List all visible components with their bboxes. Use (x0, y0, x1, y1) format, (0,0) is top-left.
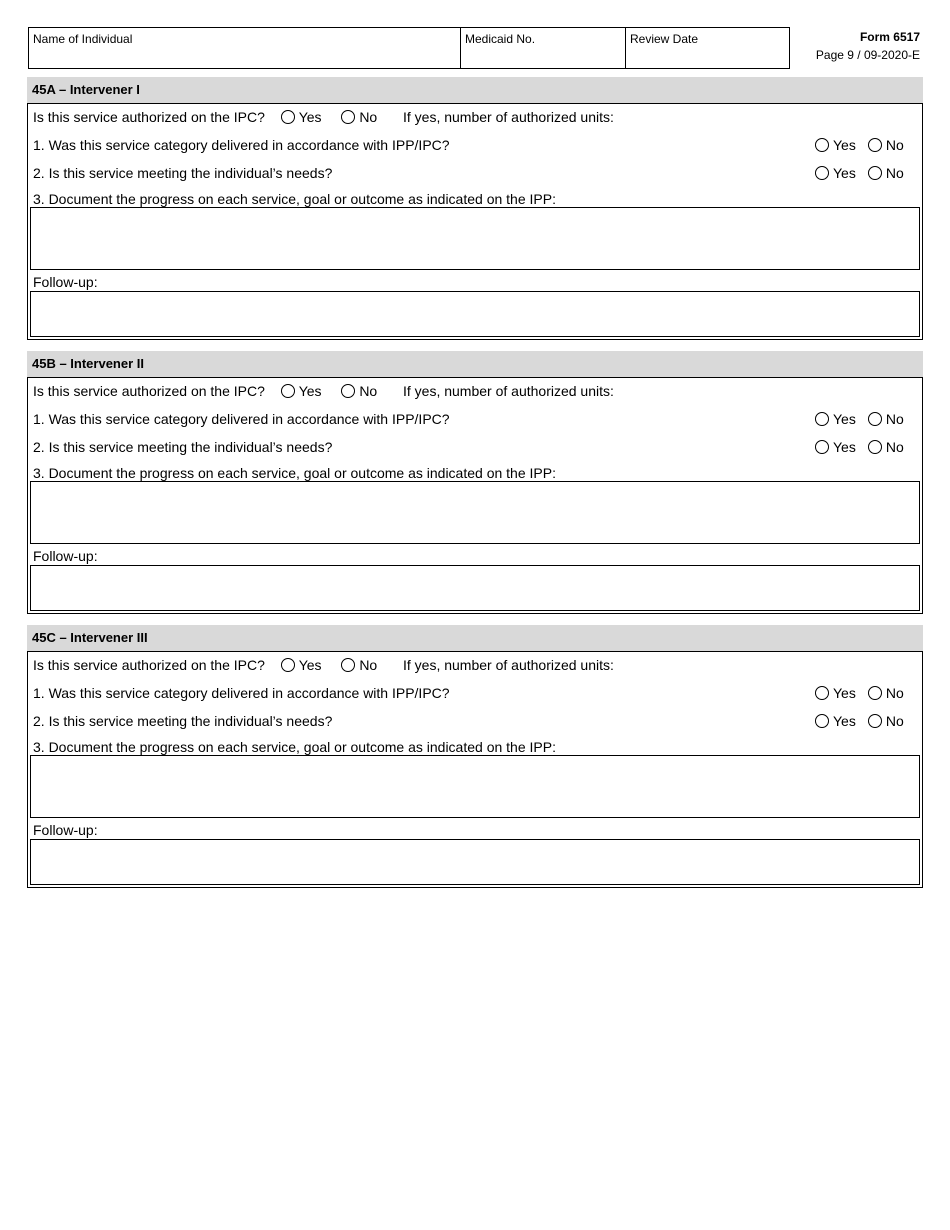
yes-label: Yes (298, 657, 322, 673)
question-1-options (815, 685, 916, 701)
q1-yes-radio[interactable] (815, 138, 829, 152)
yes-label: Yes (833, 713, 856, 729)
authorized-row (33, 657, 614, 673)
question-2-label: 2. Is this service meeting the individual’s needs? (33, 165, 333, 181)
review-date-field[interactable] (625, 27, 790, 69)
no-label: No (359, 657, 378, 673)
section-body (27, 103, 923, 340)
authorized-no-radio[interactable] (341, 110, 355, 124)
section-body (27, 651, 923, 888)
authorized-yes-radio[interactable] (281, 658, 295, 672)
no-label: No (885, 137, 904, 153)
question-2-options (815, 713, 916, 729)
followup-textarea[interactable] (30, 839, 920, 885)
authorized-no-radio[interactable] (341, 658, 355, 672)
question-2-label: 2. Is this service meeting the individual’s needs? (33, 439, 333, 455)
q2-yes-radio[interactable] (815, 166, 829, 180)
question-3: 3. Document the progress on each service, goal or outcome as indicated on the IPP: (33, 739, 556, 755)
question-1 (33, 137, 794, 153)
question-2 (33, 165, 794, 181)
yes-label: Yes (833, 685, 856, 701)
authorized-row (33, 383, 614, 399)
q2-yes-radio[interactable] (815, 714, 829, 728)
question-2-options (815, 439, 916, 455)
question-2 (33, 713, 794, 729)
progress-textarea[interactable] (30, 481, 920, 544)
yes-label: Yes (833, 137, 856, 153)
q1-yes-radio[interactable] (815, 412, 829, 426)
medicaid-field[interactable] (460, 27, 626, 69)
authorized-question: Is this service authorized on the IPC? (33, 109, 265, 125)
question-1-label: 1. Was this service category delivered in accordance with IPP/IPC? (33, 137, 450, 153)
q1-no-radio[interactable] (868, 138, 882, 152)
followup-label: Follow-up: (33, 822, 98, 838)
no-label: No (359, 383, 378, 399)
section-45c (27, 625, 923, 888)
question-1-label: 1. Was this service category delivered in accordance with IPP/IPC? (33, 685, 450, 701)
q1-no-radio[interactable] (868, 412, 882, 426)
units-label: If yes, number of authorized units: (403, 657, 614, 673)
yes-label: Yes (833, 439, 856, 455)
question-3: 3. Document the progress on each service, goal or outcome as indicated on the IPP: (33, 465, 556, 481)
progress-textarea[interactable] (30, 207, 920, 270)
followup-textarea[interactable] (30, 565, 920, 611)
form-number: Form 6517 (859, 30, 920, 44)
no-label: No (885, 685, 904, 701)
q1-no-radio[interactable] (868, 686, 882, 700)
progress-textarea[interactable] (30, 755, 920, 818)
question-2-options (815, 165, 916, 181)
question-1-label: 1. Was this service category delivered in accordance with IPP/IPC? (33, 411, 450, 427)
units-label: If yes, number of authorized units: (403, 383, 614, 399)
q2-no-radio[interactable] (868, 166, 882, 180)
question-1 (33, 685, 794, 701)
question-1 (33, 411, 794, 427)
no-label: No (885, 411, 904, 427)
authorized-question: Is this service authorized on the IPC? (33, 383, 265, 399)
yes-label: Yes (833, 411, 856, 427)
section-body (27, 377, 923, 614)
followup-textarea[interactable] (30, 291, 920, 337)
no-label: No (885, 439, 904, 455)
followup-label: Follow-up: (33, 274, 98, 290)
section-title: 45C – Intervener III (27, 625, 923, 651)
no-label: No (359, 109, 378, 125)
name-label: Name of Individual (33, 32, 133, 46)
question-2 (33, 439, 794, 455)
form-id (816, 28, 920, 64)
section-title: 45B – Intervener II (27, 351, 923, 377)
name-field[interactable] (28, 27, 461, 69)
q2-no-radio[interactable] (868, 714, 882, 728)
authorized-yes-radio[interactable] (281, 384, 295, 398)
question-1-options (815, 137, 916, 153)
question-3: 3. Document the progress on each service, goal or outcome as indicated on the IPP: (33, 191, 556, 207)
section-45a (27, 77, 923, 340)
review-date-label: Review Date (630, 32, 699, 46)
question-1-options (815, 411, 916, 427)
question-2-label: 2. Is this service meeting the individual’s needs? (33, 713, 333, 729)
followup-label: Follow-up: (33, 548, 98, 564)
medicaid-label: Medicaid No. (465, 32, 536, 46)
authorized-yes-radio[interactable] (281, 110, 295, 124)
q2-no-radio[interactable] (868, 440, 882, 454)
authorized-row (33, 109, 614, 125)
section-title: 45A – Intervener I (27, 77, 923, 103)
q2-yes-radio[interactable] (815, 440, 829, 454)
no-label: No (885, 165, 904, 181)
authorized-no-radio[interactable] (341, 384, 355, 398)
authorized-question: Is this service authorized on the IPC? (33, 657, 265, 673)
units-label: If yes, number of authorized units: (403, 109, 614, 125)
yes-label: Yes (298, 383, 322, 399)
section-45b (27, 351, 923, 614)
no-label: No (885, 713, 904, 729)
page-info: Page 9 / 09-2020-E (815, 48, 920, 62)
yes-label: Yes (298, 109, 322, 125)
yes-label: Yes (833, 165, 856, 181)
q1-yes-radio[interactable] (815, 686, 829, 700)
